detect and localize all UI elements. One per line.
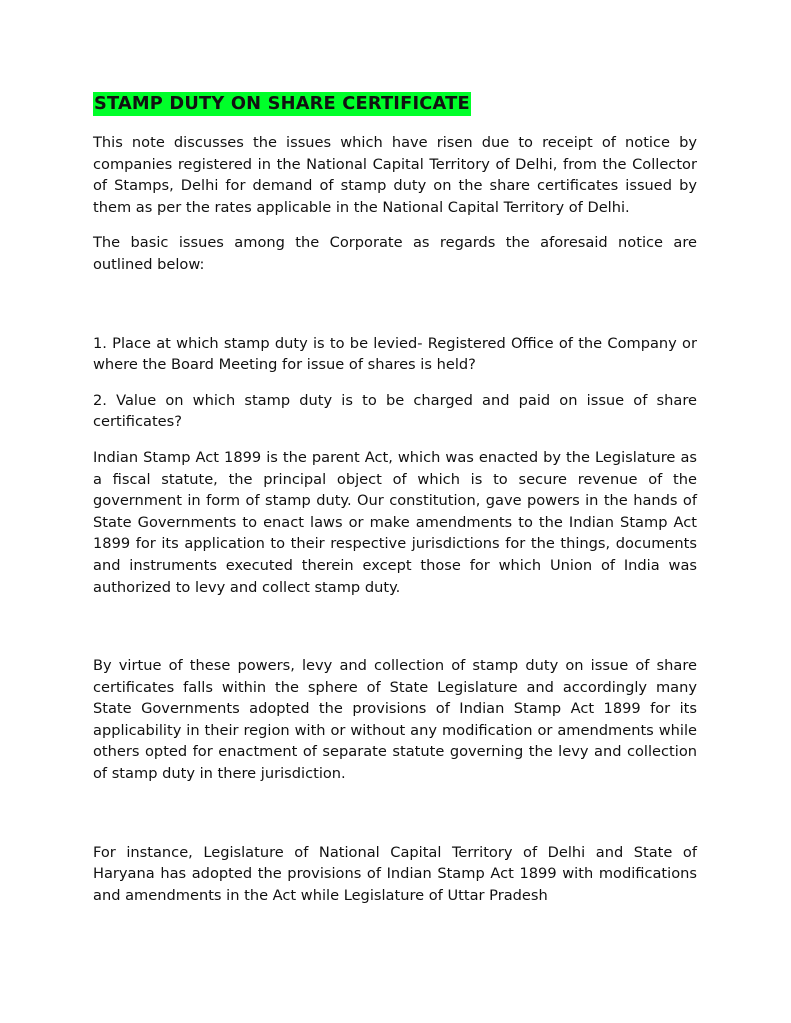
paragraph-stamp-act: Indian Stamp Act 1899 is the parent Act, which was enacted by the Legislature as a fiscal statute, the principal object of which is to secure revenue of the government in form of stamp duty. Our constitution, gave powers in the hands of State Governments to enact laws or make amendments to the Indian Stamp Act 1899 for its application to their respective jurisdictions for the things, documents and instruments executed therein except those for which Union of India was authorized to levy and collect stamp duty.	[93, 448, 697, 596]
list-item-issue-1: 1. Place at which stamp duty is to be levied- Registered Office of the Company or where the Board Meeting for issue of shares is held?	[93, 334, 697, 374]
paragraph-by-virtue: By virtue of these powers, levy and collection of stamp duty on issue of share certificates falls within the sphere of State Legislature and accordingly many State Governments adopted the provisions of Indian Stamp Act 1899 for its applicability in their region with or without any modification or amendments while others opted for enactment of separate statute governing the levy and collection of stamp duty in there jurisdiction.	[93, 657, 697, 783]
paragraph-intro: This note discusses the issues which have risen due to receipt of notice by companies registered in the National Capital Territory of Delhi, from the Collector of Stamps, Delhi for demand of stamp duty on the share certificates issued by them as per the rates applicable in the National Capital Territory of Delhi.	[93, 134, 697, 216]
document-title: STAMP DUTY ON SHARE CERTIFICATE	[94, 93, 470, 114]
paragraph-for-instance: For instance, Legislature of National Capital Territory of Delhi and State of Haryana has adopted the provisions of Indian Stamp Act 1899 with modifications and amendments in the Act while Legislature of Uttar Pradesh	[93, 843, 697, 904]
list-item-issue-2: 2. Value on which stamp duty is to be charged and paid on issue of share certificates?	[93, 391, 697, 431]
document-page	[93, 92, 697, 906]
paragraph-basic-issues: The basic issues among the Corporate as regards the aforesaid notice are outlined below:	[93, 234, 697, 273]
